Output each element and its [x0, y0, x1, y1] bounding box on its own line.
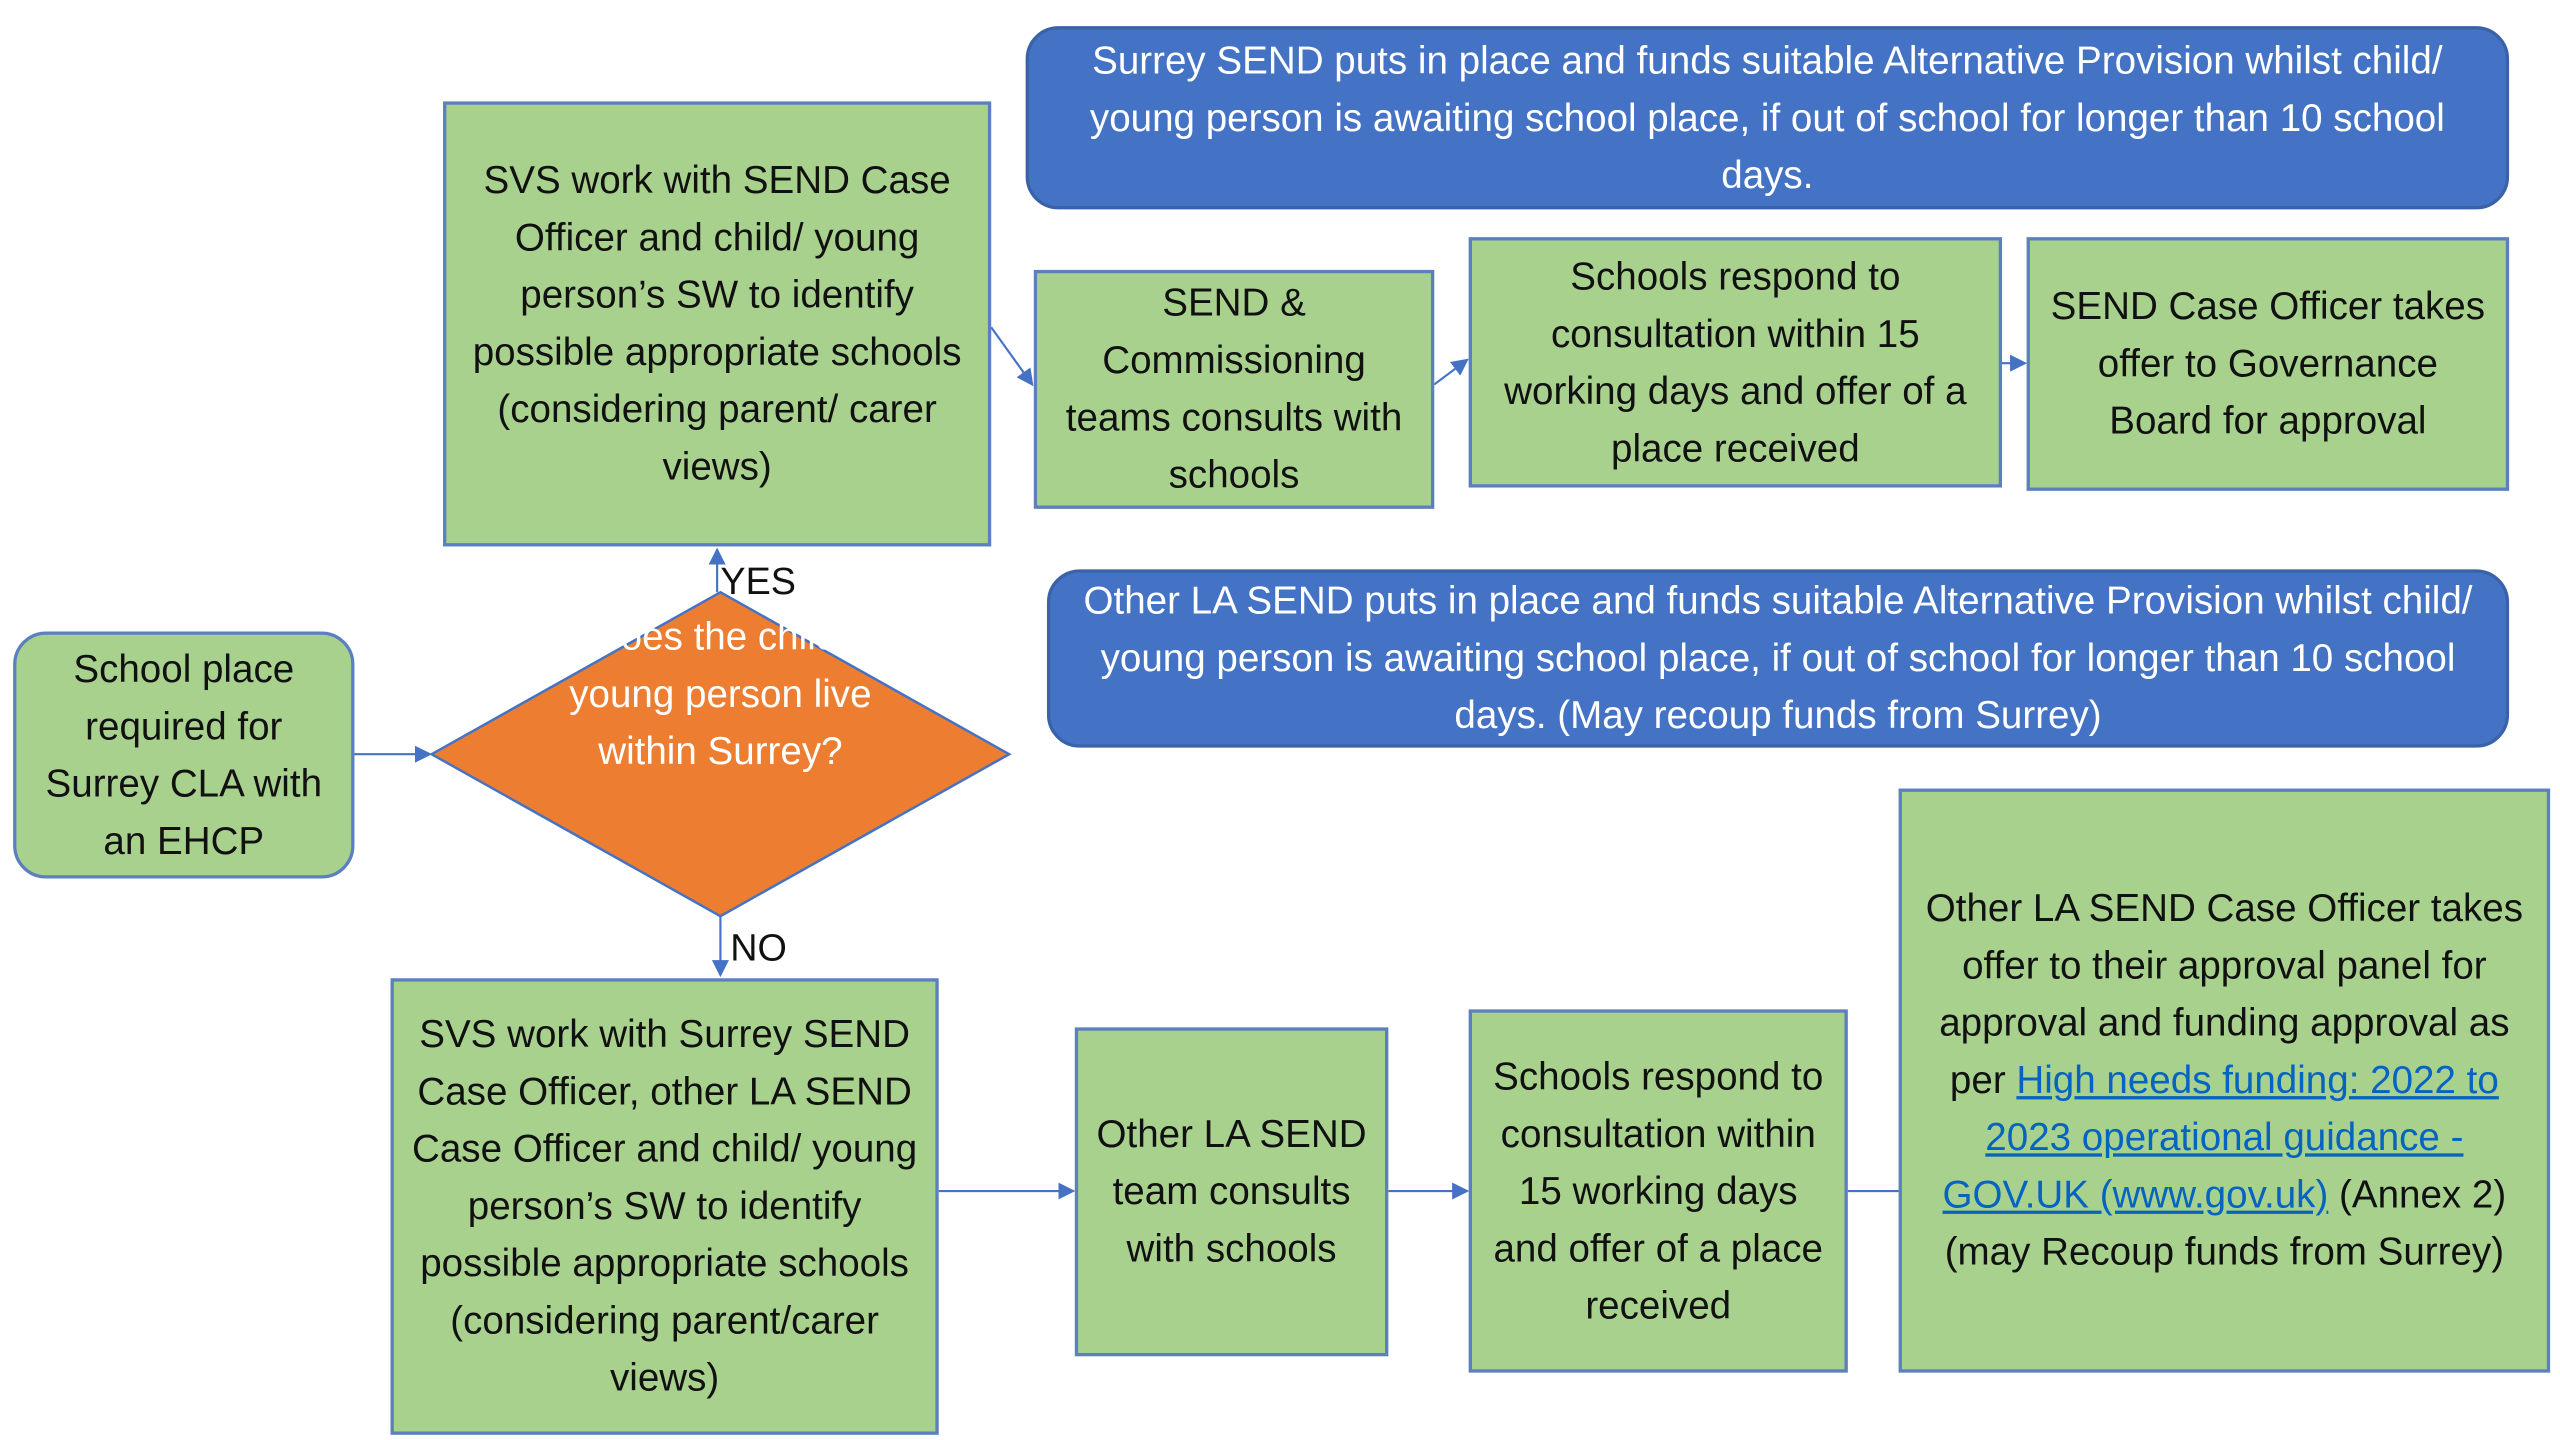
other-consult-box: Other LA SEND team consults with schools [1075, 1027, 1388, 1356]
other-schools-respond-box: Schools respond to consultation within 15 working days and offer of a place received [1469, 1009, 1848, 1372]
surrey-ap-box: Surrey SEND puts in place and funds suitable Alternative Provision whilst child/ young person is awaiting school place, if out of school for longer than 10 school days. [1026, 26, 2509, 209]
decision-text: Does the child/ young person live within Surrey? [569, 615, 872, 773]
arrow-consult-to-respond [1434, 360, 1467, 385]
surrey-consult-box: SEND & Commissioning teams consults with schools [1034, 270, 1434, 509]
other-case-officer-annex: (Annex 2) (may Recoup funds from Surrey) [1944, 1173, 2507, 1273]
other-case-officer-text: Other LA SEND Case Officer takes offer to their approval panel for approval and funding approval as per [1925, 886, 2524, 1102]
surrey-svs-box: SVS work with SEND Case Officer and child/ young person’s SW to identify possible appropriate schools (considering parent/ carer views) [443, 101, 991, 546]
surrey-schools-respond-box: Schools respond to consultation within 15 working days and offer of a place received [1469, 237, 2002, 487]
other-case-officer-box [1899, 789, 2550, 1373]
no-label: NO [730, 925, 787, 969]
high-needs-funding-link[interactable]: High needs funding: 2022 to 2023 operational guidance - GOV.UK (www.gov.uk) [1942, 1058, 2499, 1216]
other-svs-box: SVS work with Surrey SEND Case Officer, other LA SEND Case Officer and child/ young person’s SW to identify possible appropriate schools (considering parent/carer views) [391, 978, 939, 1434]
yes-label: YES [720, 559, 796, 603]
start-box: School place required for Surrey CLA with an EHCP [13, 631, 354, 878]
arrow-svs-to-consult [991, 327, 1032, 384]
other-ap-box: Other LA SEND puts in place and funds suitable Alternative Provision whilst child/ young person is awaiting school place, if out of school for longer than 10 school days. (May recoup funds from Surrey) [1047, 569, 2509, 747]
surrey-case-officer-box: SEND Case Officer takes offer to Governance Board for approval [2027, 237, 2509, 491]
